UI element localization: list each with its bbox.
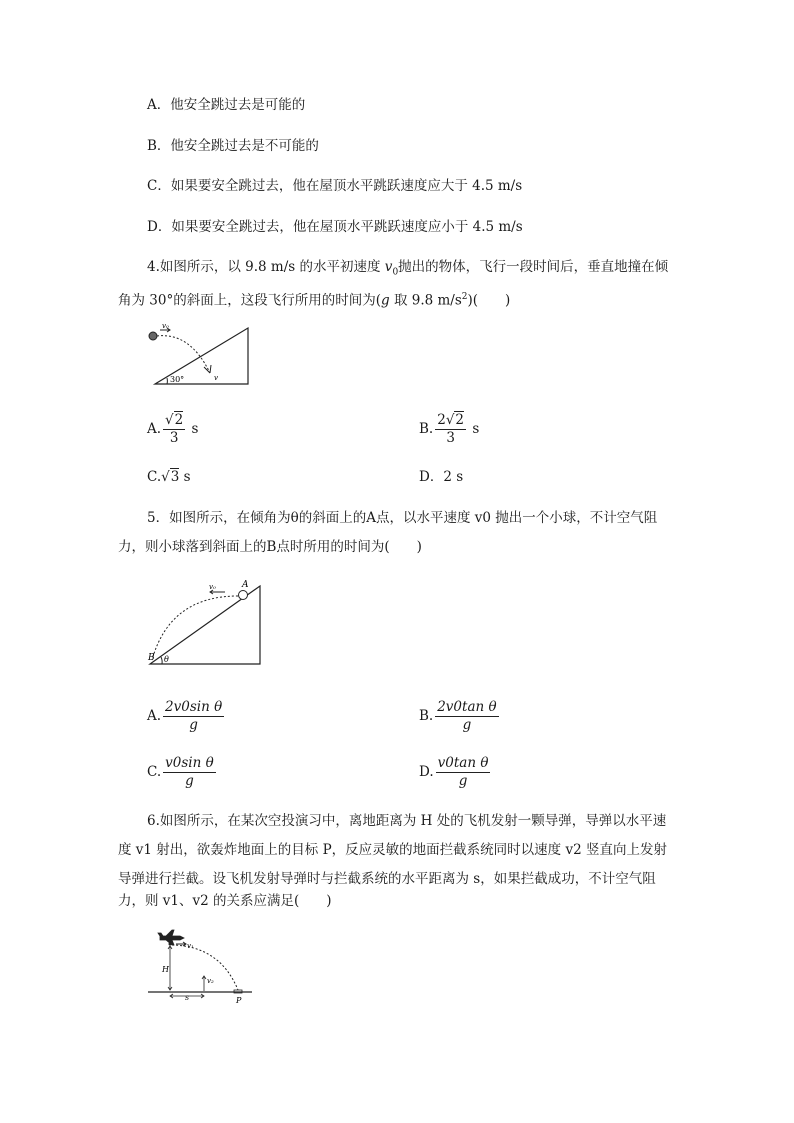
q6-stem-line1: 6.如图所示，在某次空投演习中，离地距离为 H 处的飞机发射一颗导弹，导弹以水平速 [147,813,667,829]
height-label: H [162,965,169,974]
q3-option-a: A．他安全跳过去是可能的 [147,97,306,113]
q4-incline-figure [140,318,255,390]
target-label: P [236,996,242,1005]
theta-label: θ [164,655,169,664]
q5-option-d: D. $\frac{\text{v0tan θ}}{g}$ [419,755,489,789]
q4-stem-line1: 4.如图所示，以 9.8 m/s 的水平初速度 $v_0$抛出的物体，飞行一段时间后，垂直地撞在倾 [147,259,669,278]
q5-option-a: A. $\frac{\text{2v0sin θ}}{g}$ [147,699,223,733]
q5-option-b: B. $\frac{\text{2v0tan θ}}{g}$ [419,699,497,733]
incline-triangle [155,328,248,384]
angle-arc [161,657,162,664]
q5-incline-figure [140,574,265,669]
angle-label: 30° [170,375,185,384]
q6-stem-line3: 导弹进行拦截。设飞机发射导弹时与拦截系统的水平距离为 s，如果拦截成功，不计空气阻 [118,871,656,887]
v-label: v [214,374,218,382]
q4-option-a: A. $\frac{√2}{3}$ s [147,412,199,446]
trajectory-path [152,596,238,660]
missile-dot [169,943,172,946]
q5-stem-line2: 力，则小球落到斜面上的B点时所用的时间为( ) [118,539,422,555]
point-a-label: A [242,580,249,590]
distance-label: s [185,993,190,1002]
v0-label: v₀ [162,322,169,330]
projectile-ball [149,332,157,340]
q6-interception-figure [140,926,260,1006]
trajectory-path [172,945,238,990]
point-b-label: B [148,653,155,663]
airplane-icon [158,930,184,945]
q4-stem-line2: 角为 30°的斜面上，这段飞行所用的时间为(g 取 9.8 $m/s^2$)( ) [118,292,511,309]
q6-stem-line2: 度 v1 射出，欲轰炸地面上的目标 P，反应灵敏的地面拦截系统同时以速度 v2 竖直向上发射 [118,842,667,858]
q3-option-b: B．他安全跳过去是不可能的 [147,138,319,154]
v0-label: v₀ [209,583,216,591]
q4-option-c: C.√3 s [147,469,191,485]
v2-label: v₂ [207,977,214,985]
q4-option-b: B. $\frac{2√2}{3}$ s [419,412,480,446]
q6-stem-line4: 力，则 v1、v2 的关系应满足( ) [118,893,332,909]
q3-option-c: C．如果要安全跳过去，他在屋顶水平跳跃速度应大于 4.5 m/s [147,178,523,194]
q5-stem-line1: 5．如图所示，在倾角为θ的斜面上的A点，以水平速度 v0 抛出一个小球，不计空气阻 [147,510,658,526]
q5-option-c: C. $\frac{\text{v0sin θ}}{g}$ [147,755,214,789]
q3-option-d: D．如果要安全跳过去，他在屋顶水平跳跃速度应小于 4.5 m/s [147,219,523,235]
q4-option-d: D．2 s [419,469,464,485]
ball-at-a [239,591,248,600]
v1-label: v₁ [187,942,194,950]
